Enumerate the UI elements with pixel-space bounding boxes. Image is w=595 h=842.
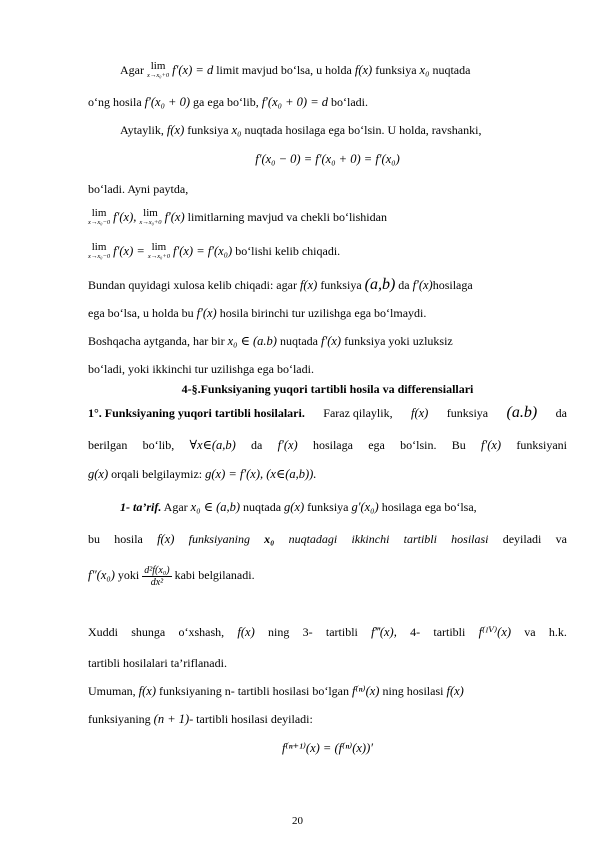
text: funksiyaning [88,712,151,726]
page-number: 20 [292,815,303,827]
formula: f(x) [166,123,185,137]
text: nuqtada [243,500,282,514]
text: funksiya [446,406,489,420]
text: bo‘ladi, yoki ikkinchi tur uzilishga ega bo‘ladi. [88,362,314,376]
text: 4- [410,625,421,639]
formula: f(x) [354,62,373,77]
formula: f′(x) = f′(x₀) [172,243,233,258]
formula: g(x) = f′(x), (x∈(a,b)). [205,467,317,481]
section-title [88,381,567,397]
fraction-denominator: dx² [150,576,164,588]
formula: (n + 1) [153,712,190,726]
text: Aytaylik, [120,123,164,137]
text: Faraz qilaylik, [323,406,393,420]
formula: f′(x) [480,438,502,452]
text-line [88,560,567,590]
formula: f‴(x), [371,625,397,639]
text-line [88,334,567,348]
text: funksiya [375,62,417,77]
text: funksiya [320,278,362,292]
formula: f′(x) [412,278,433,292]
text: tartibli [325,625,358,639]
text-line [120,123,567,137]
text: ega [368,438,385,452]
text: tartibli [433,625,466,639]
text-line [120,62,567,80]
text: hosilasi [451,532,489,546]
text-line [88,712,567,726]
text: hosila [114,532,143,546]
text-line [88,438,567,452]
formula: f′(x) [277,438,298,452]
formula: f′(x) [164,209,185,224]
formula: f(x) [446,684,464,698]
text-line [88,209,567,227]
text-line [120,500,567,514]
text: nuqtada [279,334,318,348]
formula: f′(x) = d [172,62,214,77]
text: - tartibli hosilasi deyiladi: [189,712,313,726]
text-line [88,95,567,109]
text: bo‘ladi. Ayni paytda, [88,182,189,196]
text: funksiyaning [188,532,250,546]
text: funksiya yoki uzluksiz [344,334,453,348]
text-line [88,467,567,481]
text-line [88,362,567,376]
display-equation [88,741,567,755]
text: Umuman, [88,684,136,698]
formula: f′(x₀ − 0) = f′(x₀ + 0) = f′(x₀) [255,152,400,166]
text: o‘xshash, [178,625,225,639]
subsection-title: 1°. Funksiyaning yuqori tartibli hosilalari. [88,406,305,420]
display-equation [88,152,567,166]
text: va [555,532,567,546]
text: funksiya [307,500,349,514]
text: berilgan [88,438,128,452]
formula: (a,b) [364,276,396,293]
section-title-text: 4-§.Funksiyaning yuqori tartibli hosila va differensiallari [181,382,474,396]
text: Boshqacha aytganda, har bir [88,334,225,348]
text: funksiyaning n- tartibli hosilasi bo‘lgan [159,684,350,698]
text: tartibli hosilalari ta’riflanadi. [88,656,227,670]
formula: f′(x₀ + 0) [144,95,191,109]
text: nuqtada hosilaga ega bo‘lsin. U holda, ravshanki, [244,123,482,137]
text: hosila birinchi tur uzilishga ega bo‘lmaydi. [219,306,427,320]
text: hosilaga ega bo‘lsa, [381,500,477,514]
text: da [251,438,263,452]
text: 3- [302,625,313,639]
formula: x₀ [419,62,430,77]
formula: g(x) [88,467,109,481]
formula: x₀ ∈ (a,b) [190,500,241,514]
text: ga ega bo‘lib, [193,95,259,109]
text: limit mavjud bo‘lsa, u holda [216,62,352,77]
text: Agar [120,62,144,77]
text: Bundan quyidagi xulosa kelib chiqadi: agar [88,278,297,292]
formula: f(x) [138,684,157,698]
formula: g(x) [284,500,305,514]
text: da [555,406,567,420]
text-line [88,182,567,196]
text-line [88,278,567,292]
text-line [88,306,567,320]
text: nuqtadagi [288,532,338,546]
text-line [88,406,567,420]
formula: x₀ ∈ (a.b) [227,334,277,348]
fraction [142,565,171,588]
text: ikkinchi [351,532,390,546]
text: tartibli [403,532,437,546]
text: da [398,278,410,292]
formula: f⁽ᴵⱽ⁾(x) [478,625,512,639]
formula: f⁽ⁿ⁾(x) [352,684,380,698]
text: ning [268,625,290,639]
limit-expression: lim x→x₀+0 [147,241,170,260]
formula: x₀ [231,123,242,137]
formula: f(x) [237,625,255,639]
formula: f(x) [411,406,429,420]
text-line [88,625,567,639]
text: yoki [117,568,140,582]
text: limitlarning mavjud va chekli bo‘lishidan [187,209,387,224]
text: Xuddi [88,625,118,639]
text: h.k. [548,625,567,639]
limit-expression: lim x→x₀−0 [88,207,111,226]
limit-expression: lim x→x₀−0 [88,241,111,260]
fraction-numerator: d²f(x₀) [144,564,170,576]
text: hosilaga [312,438,353,452]
text-line [88,243,567,261]
text: va [524,625,536,639]
limit-expression: lim x→x₀+0 [139,207,162,226]
text: Bu [451,438,466,452]
formula: f′(x) [196,306,217,320]
definition-label: 1- ta’rif. [120,500,162,514]
text: o‘ng hosila [88,95,142,109]
text: orqali belgilaymiz: [111,467,203,481]
formula: g′(x₀) [351,500,379,514]
text: kabi belgilanadi. [174,568,255,582]
text: deyiladi [502,532,542,546]
formula: f(x) [157,532,175,546]
formula: f(x) [299,278,318,292]
text: bo‘lib, [142,438,175,452]
text: Agar [163,500,188,514]
formula: f″(x₀) [88,568,115,582]
formula: f′(x₀ + 0) = d [261,95,328,109]
text: nuqtada [432,62,471,77]
text: bu [88,532,100,546]
formula: f′(x) [320,334,342,348]
text: funksiyani [516,438,567,452]
text: x₀ [264,532,275,546]
formula: f′(x) = [113,243,145,258]
limit-expression: lim x→x₀+0 [147,60,170,79]
text-line [88,532,567,546]
formula: (a.b) [506,404,538,421]
text: funksiya [187,123,229,137]
formula: f′(x), [113,209,137,224]
text: bo‘lishi kelib chiqadi. [235,243,341,258]
text: ning hosilasi [382,684,444,698]
text: hosilaga [432,278,473,292]
text-line [88,684,567,698]
text: bo‘ladi. [331,95,368,109]
formula: f⁽ⁿ⁺¹⁾(x) = (f⁽ⁿ⁾(x))′ [282,741,373,755]
text: shunga [131,625,166,639]
text: bo‘lsin. [400,438,437,452]
text: ega bo‘lsa, u holda bu [88,306,194,320]
formula: ∀x∈(a,b) [189,438,236,452]
text-line [88,656,567,670]
